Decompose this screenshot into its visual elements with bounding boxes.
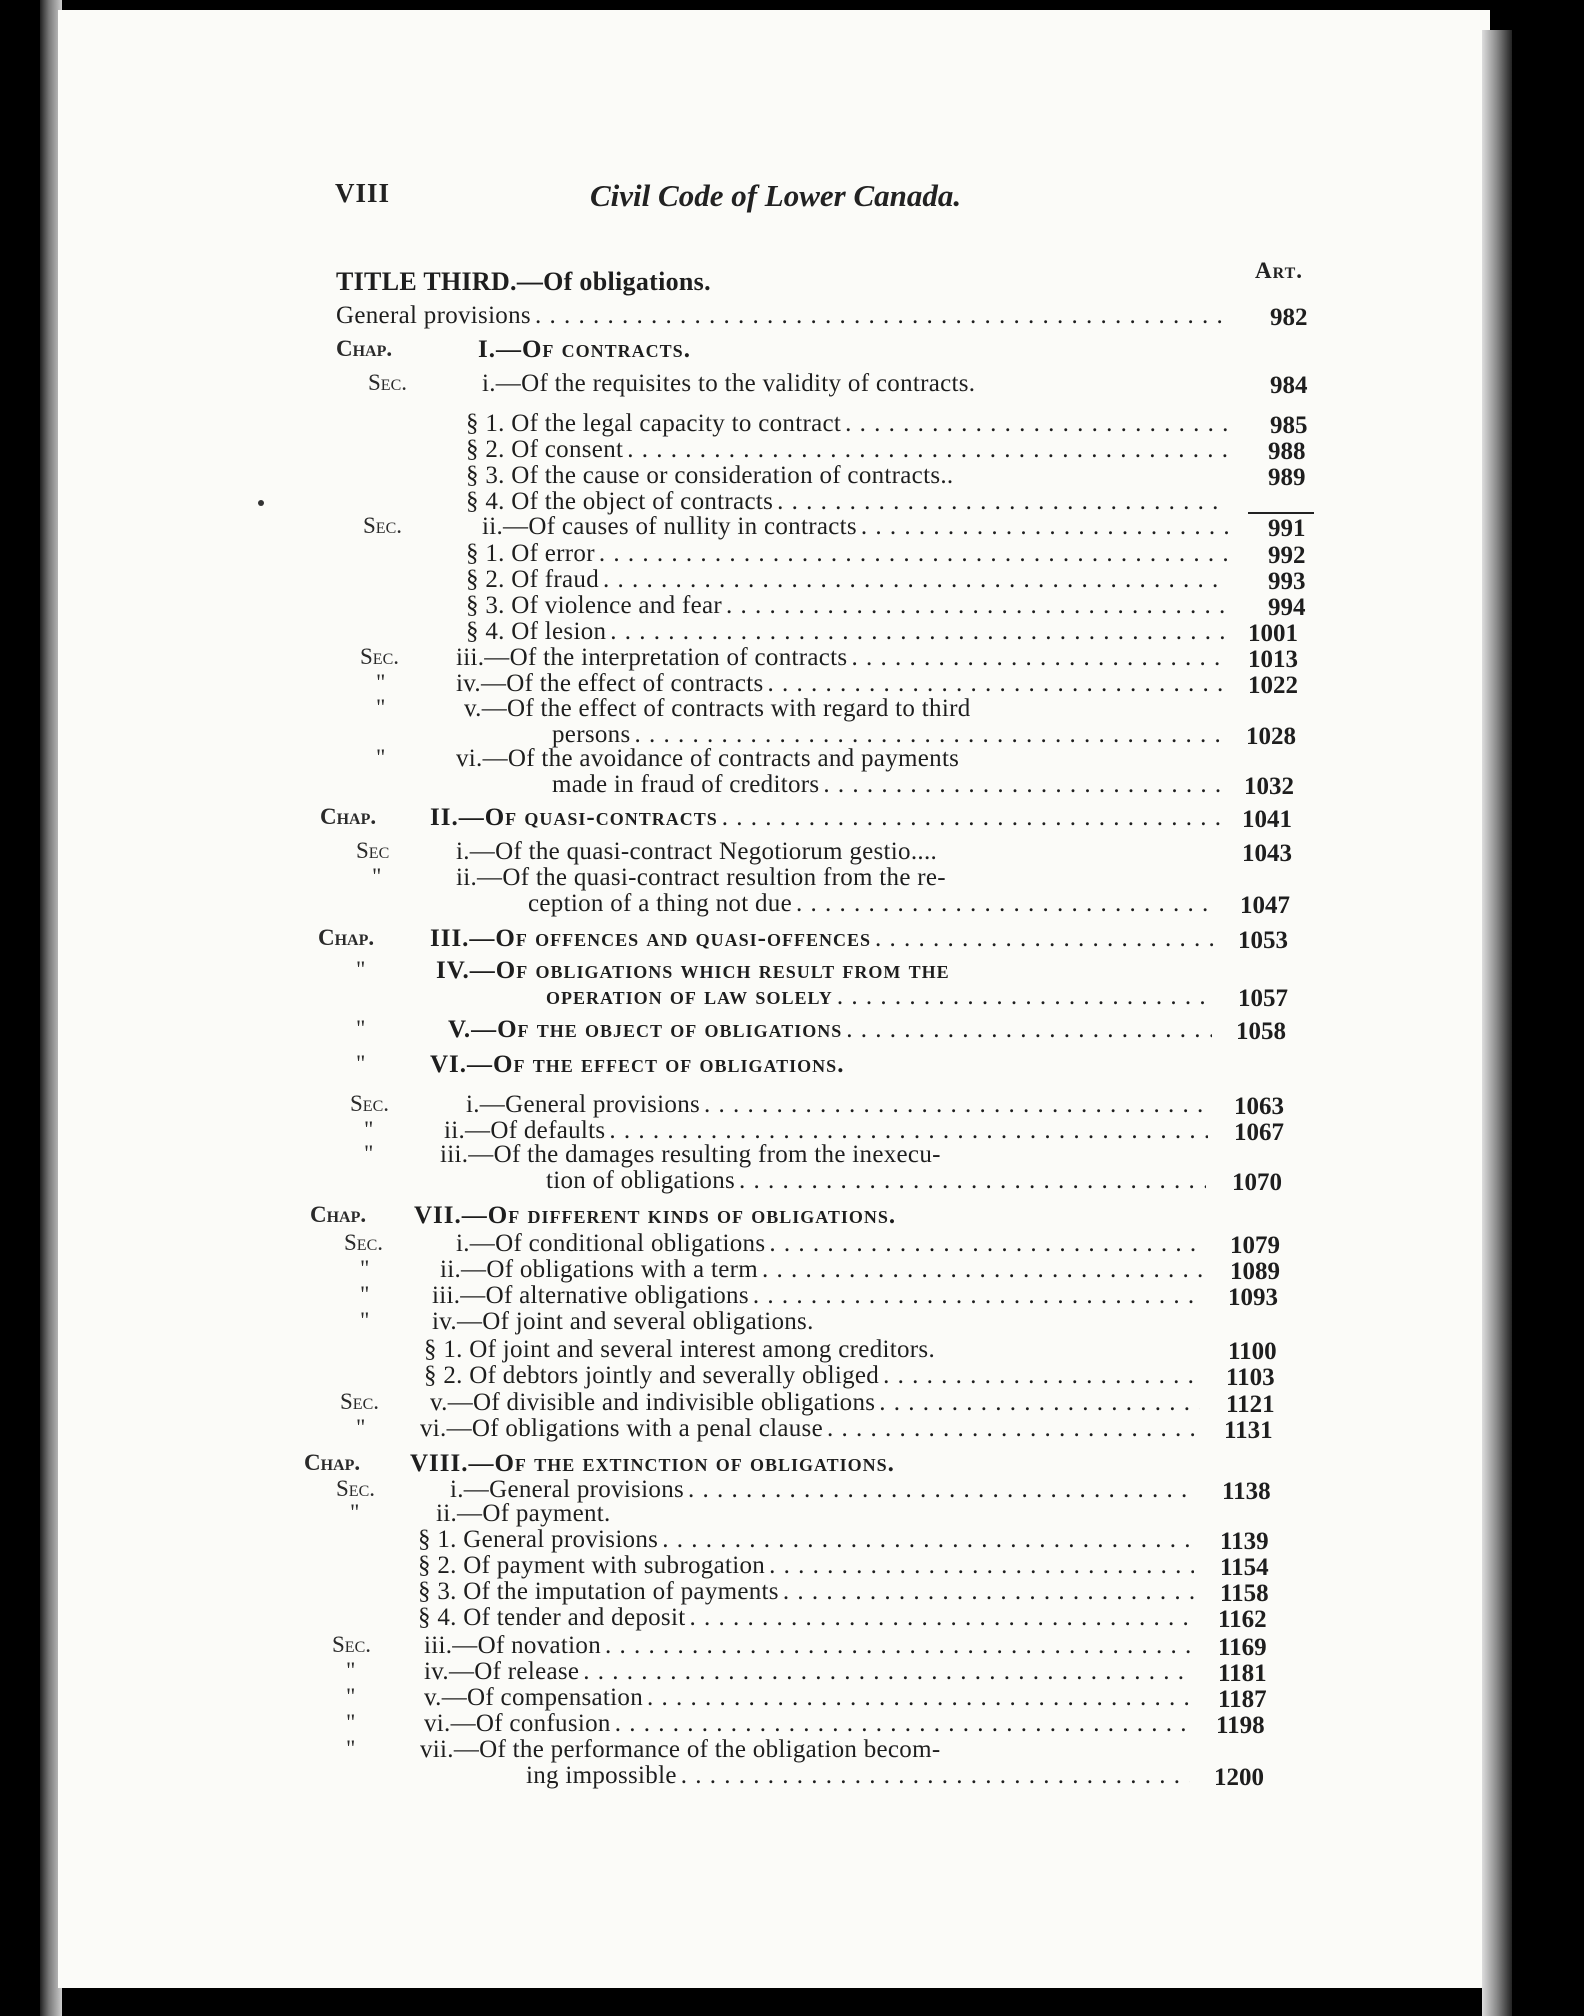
entry-text: iv.—Of release bbox=[424, 1658, 580, 1685]
entry-text: i.—General provisions bbox=[450, 1476, 685, 1503]
dot-leader bbox=[605, 1632, 1192, 1659]
entry-text: i.—Of the requisites to the validity of contracts. bbox=[482, 370, 976, 397]
sec-label: Sec. bbox=[332, 1632, 371, 1657]
dot-leader bbox=[627, 436, 1228, 463]
entry-text: VI.—Of the effect of obligations. bbox=[430, 1051, 845, 1078]
article-number: 1187 bbox=[1218, 1686, 1267, 1713]
chapter-entry bbox=[410, 1450, 1200, 1477]
ditto-mark: " bbox=[346, 1684, 356, 1709]
dot-leader bbox=[827, 1415, 1200, 1442]
article-number: 1070 bbox=[1232, 1169, 1282, 1196]
article-number: 992 bbox=[1268, 542, 1306, 569]
toc-entry bbox=[466, 566, 1232, 593]
ditto-mark: " bbox=[376, 745, 386, 770]
sec-label: Sec bbox=[356, 838, 390, 863]
article-number: 1067 bbox=[1234, 1119, 1284, 1146]
entry-text: iii.—Of the damages resulting from the inexecu- bbox=[440, 1141, 941, 1168]
article-number: 988 bbox=[1268, 438, 1306, 465]
ditto-mark: " bbox=[346, 1658, 356, 1683]
entry-text: § 2. Of consent bbox=[466, 436, 624, 463]
article-number: 1154 bbox=[1220, 1554, 1269, 1581]
dot-leader bbox=[704, 1091, 1208, 1118]
article-number: 1053 bbox=[1238, 927, 1288, 954]
entry-text: VIII.—Of the extinction of obligations. bbox=[410, 1450, 895, 1477]
article-number: 993 bbox=[1268, 568, 1306, 595]
toc-entry bbox=[456, 838, 1222, 865]
toc-entry bbox=[432, 1282, 1208, 1309]
dot-leader bbox=[647, 1684, 1192, 1711]
article-column-head: Art. bbox=[1255, 258, 1304, 283]
entry-text: § 1. Of error bbox=[466, 540, 595, 567]
sec-label: Sec. bbox=[336, 1476, 375, 1501]
ditto-mark: " bbox=[356, 1016, 366, 1041]
dot-leader bbox=[610, 618, 1228, 645]
entry-text: iv.—Of joint and several obligations. bbox=[432, 1308, 814, 1335]
entry-text: v.—Of the effect of contracts with regard to third bbox=[464, 695, 971, 722]
sec-label: Sec. bbox=[360, 644, 399, 669]
chapter-entry bbox=[448, 1016, 1216, 1043]
article-number: 1032 bbox=[1244, 773, 1294, 800]
dot-leader bbox=[681, 1762, 1190, 1789]
dot-leader bbox=[603, 566, 1228, 593]
toc-entry bbox=[464, 695, 1232, 722]
article-number: 994 bbox=[1268, 594, 1306, 621]
dot-leader bbox=[609, 1117, 1208, 1144]
article-number: 1041 bbox=[1242, 806, 1292, 833]
toc-entry bbox=[420, 1736, 1196, 1763]
article-number: 1162 bbox=[1218, 1606, 1267, 1633]
article-number: 1131 bbox=[1224, 1417, 1273, 1444]
chapter-entry bbox=[546, 983, 1218, 1010]
sec-label: Sec. bbox=[344, 1230, 383, 1255]
dot-leader bbox=[768, 670, 1229, 697]
article-number: 1100 bbox=[1228, 1338, 1277, 1365]
article-number: 1139 bbox=[1220, 1528, 1269, 1555]
article-number: 1169 bbox=[1218, 1634, 1267, 1661]
toc-entry bbox=[456, 864, 1222, 891]
toc-entry bbox=[466, 410, 1232, 437]
entry-text: iv.—Of the effect of contracts bbox=[456, 670, 764, 697]
dot-leader bbox=[739, 1167, 1206, 1194]
entry-text: I.—Of contracts. bbox=[478, 336, 691, 363]
entry-text: i.—General provisions bbox=[466, 1091, 701, 1118]
entry-text: ii.—Of causes of nullity in contracts bbox=[482, 513, 857, 540]
toc-entry bbox=[432, 1308, 1208, 1335]
toc-entry bbox=[418, 1526, 1198, 1553]
dot-leader bbox=[777, 488, 1228, 515]
toc-entry bbox=[336, 302, 1230, 329]
running-title: Civil Code of Lower Canada. bbox=[590, 178, 962, 213]
chap-label: Chap. bbox=[318, 925, 375, 950]
toc-entry bbox=[450, 1476, 1200, 1503]
dot-leader bbox=[688, 1476, 1196, 1503]
entry-text: ii.—Of defaults bbox=[444, 1117, 606, 1144]
sec-label: Sec. bbox=[363, 513, 402, 538]
article-number: 1028 bbox=[1246, 723, 1296, 750]
entry-text: § 2. Of fraud bbox=[466, 566, 600, 593]
dot-leader bbox=[883, 1362, 1200, 1389]
chap-label: Chap. bbox=[320, 804, 377, 829]
dot-leader bbox=[769, 1230, 1204, 1257]
dot-leader bbox=[861, 513, 1228, 540]
entry-text: v.—Of compensation bbox=[424, 1684, 644, 1711]
toc-entry bbox=[552, 771, 1226, 798]
dot-leader bbox=[796, 890, 1218, 917]
dot-leader bbox=[769, 1552, 1194, 1579]
entry-text: i.—Of conditional obligations bbox=[456, 1230, 766, 1257]
article-number: 1089 bbox=[1230, 1258, 1280, 1285]
article-number: 1181 bbox=[1218, 1660, 1267, 1687]
toc-entry bbox=[552, 721, 1226, 748]
chapter-entry bbox=[430, 1051, 1216, 1078]
toc-entry bbox=[456, 644, 1232, 671]
dot-leader bbox=[783, 1578, 1194, 1605]
toc-entry bbox=[424, 1658, 1196, 1685]
toc-entry bbox=[466, 618, 1232, 645]
toc-entry bbox=[424, 1684, 1196, 1711]
toc-entry bbox=[430, 1389, 1204, 1416]
toc-entry bbox=[418, 1552, 1198, 1579]
article-number: 989 bbox=[1268, 464, 1306, 491]
chapter-entry bbox=[414, 1202, 1210, 1229]
toc-entry bbox=[420, 1415, 1204, 1442]
entry-text: ii.—Of payment. bbox=[436, 1500, 611, 1527]
dot-leader bbox=[599, 540, 1228, 567]
ditto-mark: " bbox=[376, 695, 386, 720]
toc-entry bbox=[466, 488, 1232, 515]
article-number: 1158 bbox=[1220, 1580, 1269, 1607]
toc-entry bbox=[444, 1117, 1212, 1144]
article-number: 1198 bbox=[1216, 1712, 1265, 1739]
entry-text: § 1. Of the legal capacity to contract bbox=[466, 410, 842, 437]
article-number: 984 bbox=[1270, 372, 1308, 399]
toc-entry bbox=[418, 1604, 1198, 1631]
entry-text: persons bbox=[552, 721, 631, 748]
entry-text: vii.—Of the performance of the obligation becom- bbox=[420, 1736, 941, 1763]
entry-text: IV.—Of obligations which result from the bbox=[436, 957, 950, 984]
article-number: 1121 bbox=[1226, 1391, 1275, 1418]
dot-leader bbox=[753, 1282, 1204, 1309]
toc-entry bbox=[528, 890, 1222, 917]
entry-text: v.—Of divisible and indivisible obligations bbox=[430, 1389, 876, 1416]
toc-entry bbox=[436, 1500, 1200, 1527]
toc-entry bbox=[424, 1710, 1196, 1737]
chap-label: Chap. bbox=[336, 336, 393, 361]
toc-entry bbox=[546, 1167, 1210, 1194]
toc-entry bbox=[440, 1256, 1208, 1283]
entry-text: II.—Of quasi-contracts bbox=[430, 804, 718, 831]
toc-entry bbox=[440, 1141, 1212, 1168]
ditto-mark: " bbox=[364, 1141, 374, 1166]
dot-leader bbox=[726, 592, 1228, 619]
page-number: VIII bbox=[335, 178, 391, 208]
ditto-mark: " bbox=[346, 1710, 356, 1735]
entry-text: i.—Of the quasi-contract Negotiorum gestio.... bbox=[456, 838, 938, 865]
entry-text: § 2. Of payment with subrogation bbox=[418, 1552, 766, 1579]
entry-text: § 1. General provisions bbox=[418, 1526, 659, 1553]
dot-leader bbox=[762, 1256, 1204, 1283]
entry-text: operation of law solely bbox=[546, 983, 833, 1010]
sec-label: Sec. bbox=[340, 1389, 379, 1414]
entry-text: ception of a thing not due bbox=[528, 890, 792, 917]
ditto-mark: " bbox=[360, 1282, 370, 1307]
title-heading bbox=[336, 268, 1230, 295]
toc-entry bbox=[456, 670, 1232, 697]
dot-leader bbox=[837, 983, 1214, 1010]
dot-leader bbox=[846, 1016, 1212, 1043]
toc-entry bbox=[482, 513, 1232, 540]
entry-text: vi.—Of the avoidance of contracts and payments bbox=[456, 745, 960, 772]
article-number: 985 bbox=[1270, 412, 1308, 439]
toc-entry bbox=[466, 592, 1232, 619]
dot-leader bbox=[722, 804, 1222, 831]
ditto-mark: " bbox=[346, 1736, 356, 1761]
entry-text: § 3. Of violence and fear bbox=[466, 592, 722, 619]
chap-label: Chap. bbox=[304, 1450, 361, 1475]
chapter-entry bbox=[436, 957, 1220, 984]
ditto-mark: " bbox=[360, 1256, 370, 1281]
toc-entry bbox=[424, 1632, 1196, 1659]
toc-entry bbox=[418, 1578, 1198, 1605]
chapter-entry bbox=[478, 336, 1230, 363]
article-number: 1063 bbox=[1234, 1093, 1284, 1120]
entry-text: iii.—Of novation bbox=[424, 1632, 602, 1659]
article-number: 1022 bbox=[1248, 672, 1298, 699]
sec-label: Sec. bbox=[368, 370, 407, 395]
toc-entry bbox=[424, 1362, 1204, 1389]
article-number: 1013 bbox=[1248, 646, 1298, 673]
toc-entry bbox=[466, 462, 1232, 489]
dot-leader bbox=[823, 771, 1222, 798]
toc-entry bbox=[466, 1091, 1212, 1118]
entry-text: ing impossible bbox=[526, 1762, 677, 1789]
entry-text: made in fraud of creditors bbox=[552, 771, 820, 798]
ditto-mark: " bbox=[356, 957, 366, 982]
ditto-mark: " bbox=[360, 1308, 370, 1333]
entry-text: § 2. Of debtors jointly and severally obliged bbox=[424, 1362, 880, 1389]
entry-text: § 4. Of lesion bbox=[466, 618, 607, 645]
entry-text: V.—Of the object of obligations bbox=[448, 1016, 843, 1043]
article-number: 1200 bbox=[1214, 1764, 1264, 1791]
dot-leader bbox=[634, 721, 1222, 748]
article-number: 982 bbox=[1270, 304, 1308, 331]
dot-leader bbox=[851, 644, 1228, 671]
chapter-entry bbox=[430, 804, 1226, 831]
entry-text: TITLE THIRD.—Of obligations. bbox=[336, 267, 711, 296]
article-number: 1093 bbox=[1228, 1284, 1278, 1311]
article-number: 1138 bbox=[1222, 1478, 1271, 1505]
toc-entry bbox=[456, 745, 1226, 772]
article-number: 1043 bbox=[1242, 840, 1292, 867]
entry-text: iii.—Of alternative obligations bbox=[432, 1282, 749, 1309]
dot-leader bbox=[879, 1389, 1200, 1416]
sec-label: Sec. bbox=[350, 1091, 389, 1116]
toc-entry bbox=[482, 370, 1232, 397]
entry-text: § 4. Of tender and deposit bbox=[418, 1604, 686, 1631]
dot-leader bbox=[615, 1710, 1192, 1737]
article-number: 1057 bbox=[1238, 985, 1288, 1012]
toc-entry bbox=[466, 436, 1232, 463]
ditto-mark: " bbox=[356, 1051, 366, 1076]
entry-text: iii.—Of the interpretation of contracts bbox=[456, 644, 848, 671]
entry-text: tion of obligations bbox=[546, 1167, 736, 1194]
entry-text: III.—Of offences and quasi-offences bbox=[430, 925, 871, 952]
ditto-mark: " bbox=[372, 864, 382, 889]
toc-entry bbox=[466, 540, 1232, 567]
chap-label: Chap. bbox=[310, 1202, 367, 1227]
dot-leader bbox=[662, 1526, 1194, 1553]
ditto-mark: " bbox=[356, 1415, 366, 1440]
article-number: 1047 bbox=[1240, 892, 1290, 919]
entry-text: § 4. Of the object of contracts bbox=[466, 488, 774, 515]
chapter-entry bbox=[430, 925, 1218, 952]
entry-text: vi.—Of obligations with a penal clause bbox=[420, 1415, 823, 1442]
ditto-mark: " bbox=[350, 1500, 360, 1525]
entry-text: VII.—Of different kinds of obligations. bbox=[414, 1202, 897, 1229]
dot-leader bbox=[689, 1604, 1194, 1631]
article-number: 1058 bbox=[1236, 1018, 1286, 1045]
article-number: 991 bbox=[1268, 515, 1306, 542]
article-number: 1001 bbox=[1248, 620, 1298, 647]
dot-leader bbox=[583, 1658, 1192, 1685]
entry-text: § 3. Of the imputation of payments bbox=[418, 1578, 779, 1605]
entry-text: ii.—Of the quasi-contract resultion from the re- bbox=[456, 864, 946, 891]
ditto-mark: " bbox=[376, 670, 386, 695]
dot-leader bbox=[845, 410, 1228, 437]
entry-text: ii.—Of obligations with a term bbox=[440, 1256, 758, 1283]
toc-entry bbox=[424, 1336, 1204, 1363]
entry-text: § 3. Of the cause or consideration of contracts.. bbox=[466, 462, 954, 489]
entry-text: General provisions bbox=[336, 302, 531, 329]
toc-entry bbox=[526, 1762, 1194, 1789]
ditto-mark: " bbox=[364, 1117, 374, 1142]
article-number: 1079 bbox=[1230, 1232, 1280, 1259]
entry-text: § 1. Of joint and several interest among creditors. bbox=[424, 1336, 935, 1363]
toc-entry bbox=[456, 1230, 1208, 1257]
dot-leader bbox=[875, 925, 1214, 952]
article-number: 1103 bbox=[1226, 1364, 1275, 1391]
dot-leader bbox=[535, 302, 1226, 329]
entry-text: vi.—Of confusion bbox=[424, 1710, 611, 1737]
